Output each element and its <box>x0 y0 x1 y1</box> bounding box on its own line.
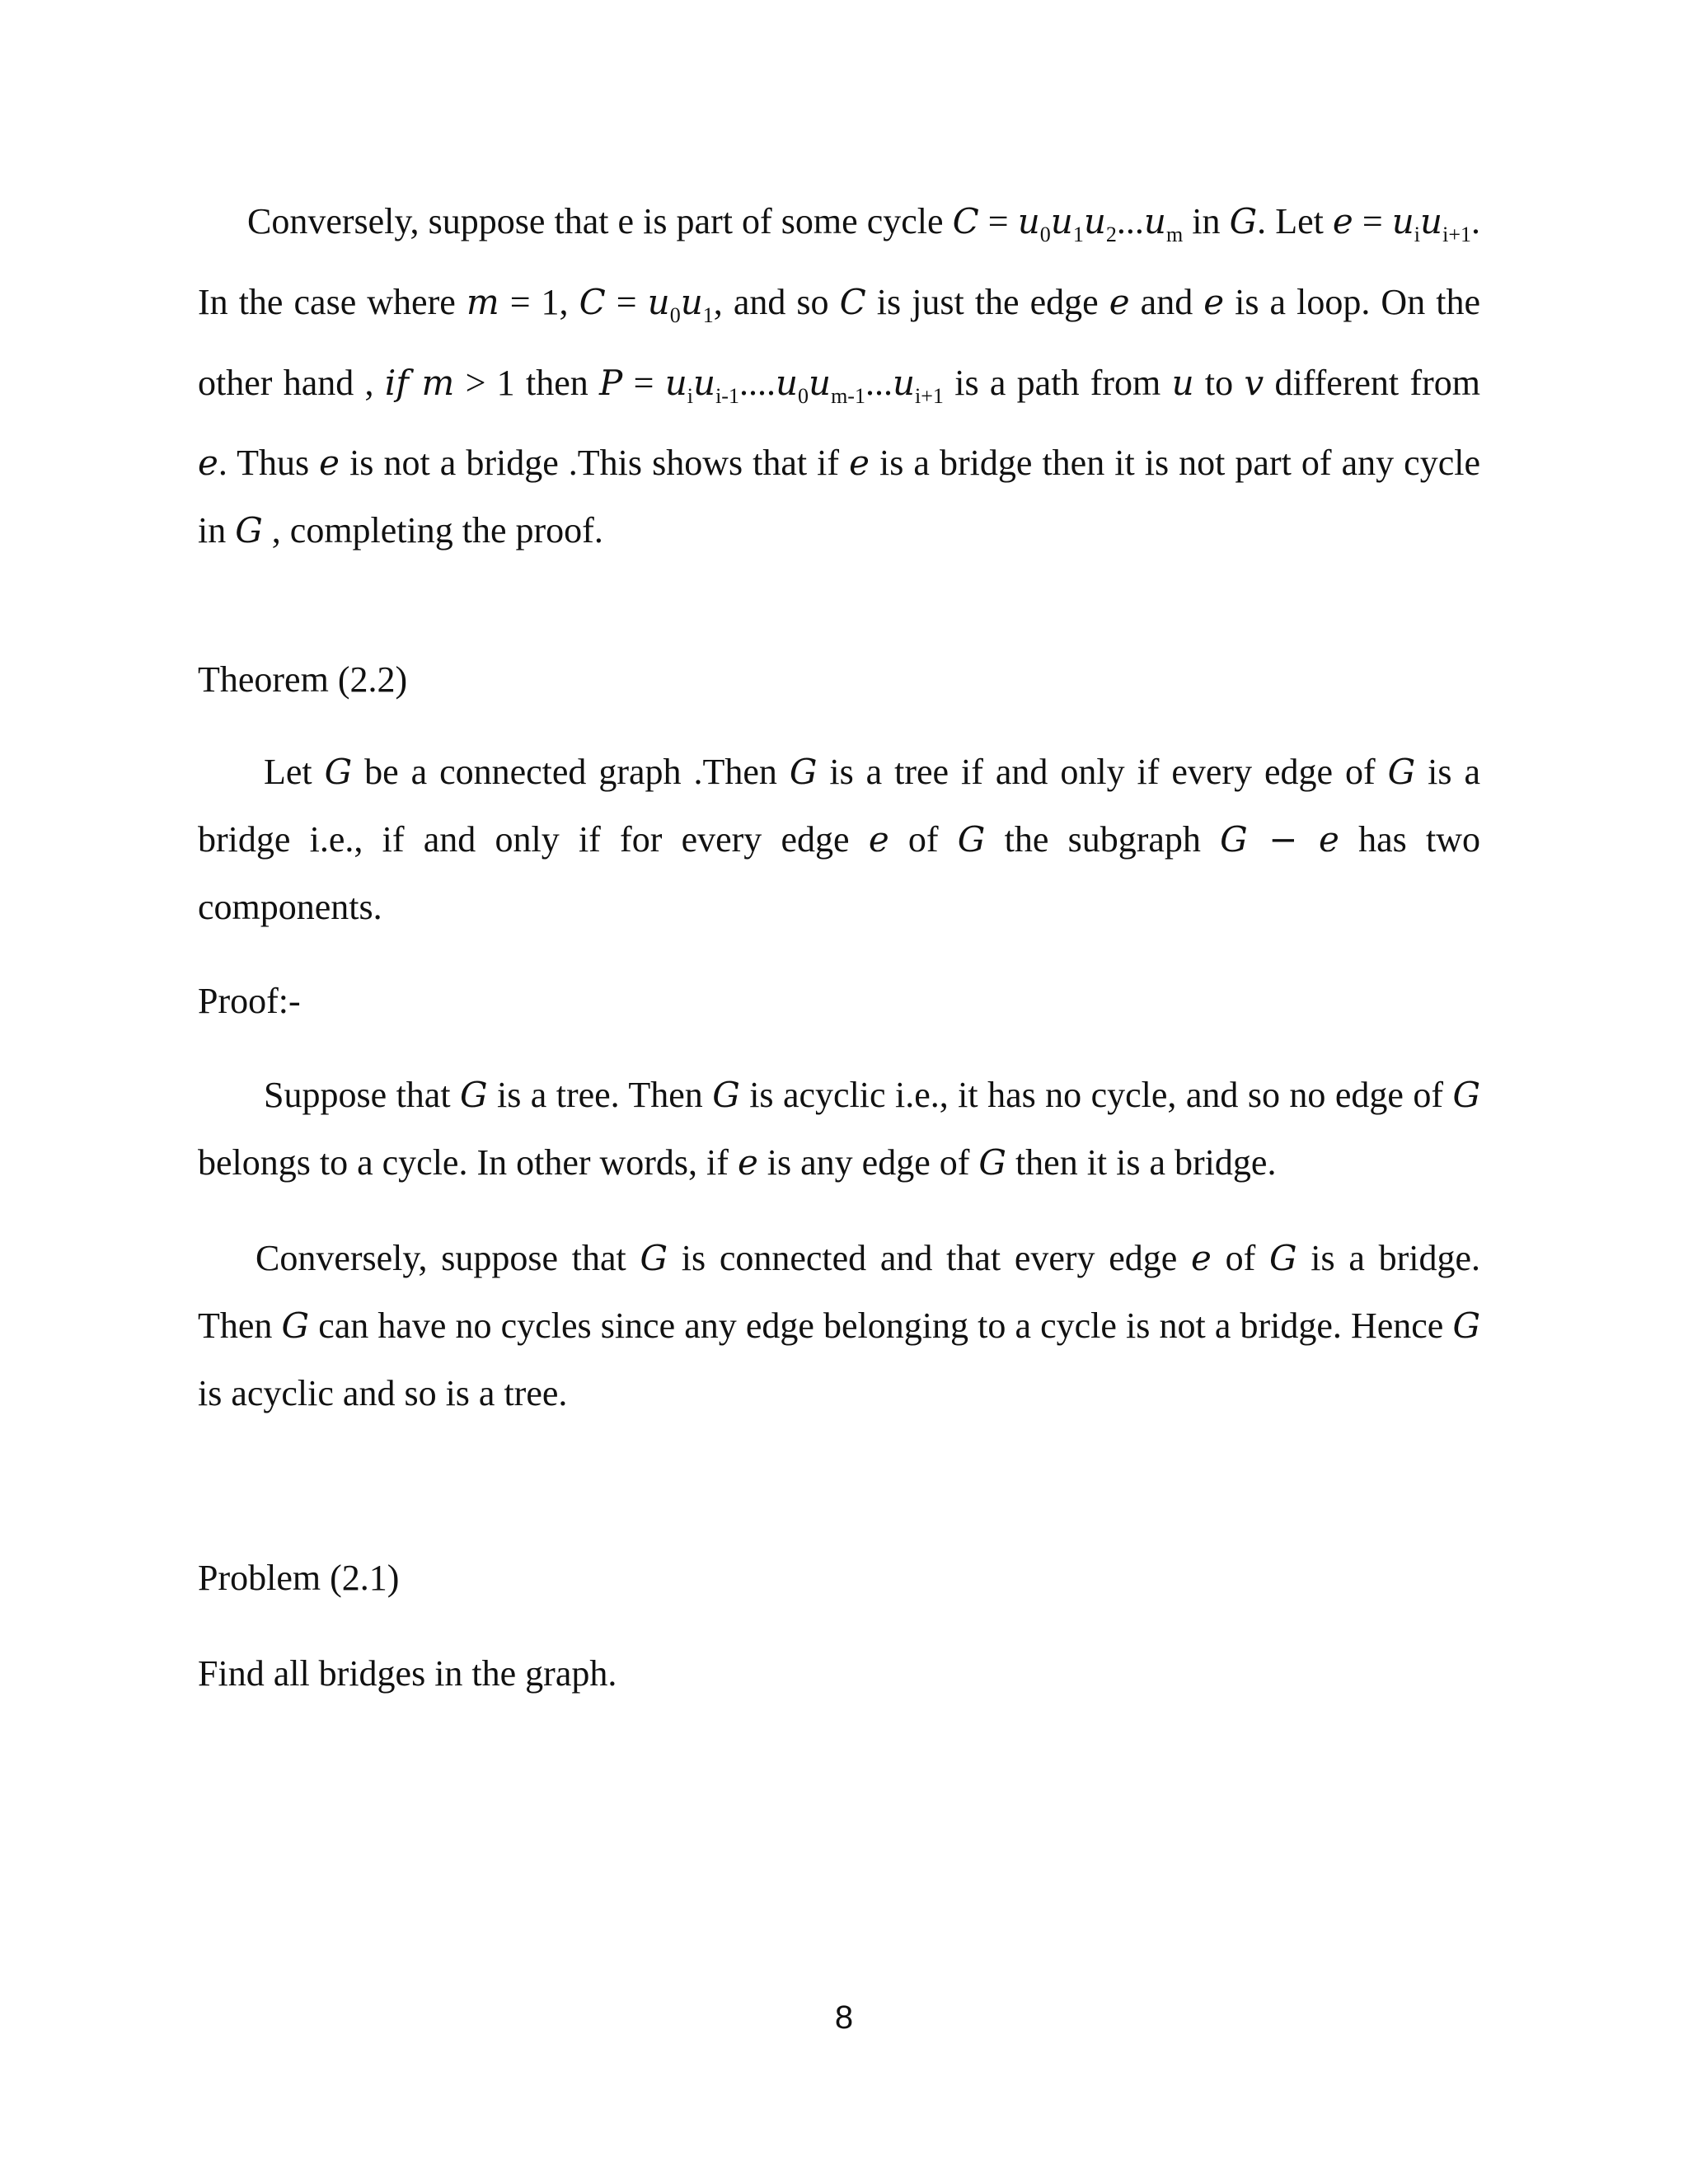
subscript: i <box>1414 222 1421 246</box>
text: is any edge of <box>757 1142 979 1183</box>
text: . Let <box>1257 201 1333 241</box>
math: e <box>1109 281 1130 322</box>
text: different from <box>1264 362 1480 403</box>
subscript: i+1 <box>1442 222 1471 246</box>
text: is a path from <box>943 362 1172 403</box>
text: is a bridge i.e., if and only if for every edge <box>198 752 1480 860</box>
text: = 1, <box>499 281 579 322</box>
math: G <box>1229 201 1258 241</box>
math: if m <box>384 362 455 403</box>
text: is just the edge <box>865 281 1109 322</box>
text: be a connected graph .Then <box>352 752 790 792</box>
text: the subgraph <box>985 819 1221 860</box>
text: = <box>605 281 648 322</box>
paragraph-theorem-statement <box>198 738 1480 941</box>
subscript: i+1 <box>915 383 944 408</box>
subscript: 1 <box>702 302 714 327</box>
text: is a bridge then it is not part of any cycle in <box>198 443 1480 551</box>
page-number: 8 <box>834 1999 854 2036</box>
problem-heading: Problem (2.1) <box>198 1558 400 1598</box>
math: u <box>1171 362 1194 403</box>
math: e <box>849 443 870 484</box>
paragraph-proof-continuation <box>198 188 1480 565</box>
text: belongs to a cycle. In other words, if <box>198 1142 738 1183</box>
subscript: 2 <box>1105 222 1117 246</box>
text: is acyclic i.e., it has no cycle, and so no edge of <box>739 1075 1453 1115</box>
subscript: 0 <box>1039 222 1051 246</box>
text: has two components. <box>198 819 1480 927</box>
math: C <box>839 281 866 322</box>
math: u <box>775 362 799 403</box>
math: C <box>952 201 979 241</box>
math: G <box>459 1075 488 1115</box>
math: u <box>1083 201 1106 241</box>
text: and <box>1129 281 1204 322</box>
math: G <box>978 1142 1006 1183</box>
math: G <box>957 819 986 860</box>
math: u <box>680 281 703 322</box>
math: P <box>599 362 623 403</box>
math: e <box>319 443 340 484</box>
text: then it is a bridge. <box>1006 1142 1277 1183</box>
math: u <box>1420 201 1443 241</box>
text: Conversely, suppose that e is part of some cycle <box>247 201 953 241</box>
text: . Thus <box>218 443 320 484</box>
math: u <box>647 281 670 322</box>
text: in <box>1183 201 1230 241</box>
text: > 1 then <box>454 362 600 403</box>
math: G <box>1268 1238 1297 1278</box>
math: u <box>1050 201 1073 241</box>
text: Suppose that <box>264 1075 460 1115</box>
paragraph-proof-part2 <box>198 1225 1480 1427</box>
text: is a tree. Then <box>487 1075 713 1115</box>
math: e <box>868 819 889 860</box>
math: e <box>737 1142 758 1183</box>
text: = <box>1353 201 1392 241</box>
text: of <box>889 819 958 860</box>
problem-text: Find all bridges in the graph. <box>198 1653 617 1694</box>
math: u <box>1017 201 1040 241</box>
proof-heading: Proof:- <box>198 981 301 1021</box>
text: ... <box>1116 201 1144 241</box>
subscript: i-1 <box>715 383 739 408</box>
text: is acyclic and so is a tree. <box>198 1373 568 1413</box>
math: G <box>712 1075 740 1115</box>
math: G <box>1452 1305 1481 1346</box>
subscript: 0 <box>798 383 809 408</box>
math: G <box>281 1305 310 1346</box>
text: is a loop. On the other hand , <box>198 281 1480 403</box>
text: Let <box>264 752 325 792</box>
math: e <box>1191 1238 1212 1278</box>
subscript: m <box>1165 222 1184 246</box>
math: e <box>198 443 218 484</box>
text: of <box>1211 1238 1269 1278</box>
text: is not a bridge .This shows that if <box>340 443 850 484</box>
math: u <box>809 362 832 403</box>
text: Conversely, suppose that <box>256 1238 640 1278</box>
subscript: i <box>687 383 693 408</box>
subscript: 0 <box>669 302 681 327</box>
math: m <box>466 281 499 322</box>
text: = <box>978 201 1018 241</box>
text: is a tree if and only if every edge of <box>817 752 1388 792</box>
math: u <box>1143 201 1166 241</box>
math: e <box>1332 201 1353 241</box>
math: v <box>1244 362 1264 403</box>
math: u <box>664 362 687 403</box>
math: u <box>892 362 916 403</box>
subscript: 1 <box>1072 222 1084 246</box>
text: , completing the proof. <box>262 510 603 551</box>
paragraph-proof-part1 <box>198 1062 1480 1197</box>
math: G <box>324 752 353 792</box>
text: .... <box>738 362 776 403</box>
text: . In the case where <box>198 201 1480 322</box>
text: to <box>1193 362 1245 403</box>
text: is a bridge. Then <box>198 1238 1480 1346</box>
math: G <box>1452 1075 1480 1115</box>
theorem-heading: Theorem (2.2) <box>198 659 408 700</box>
math: u <box>1391 201 1414 241</box>
math: u <box>693 362 716 403</box>
text: ... <box>865 362 893 403</box>
text: is connected and that every edge <box>668 1238 1192 1278</box>
text: = <box>622 362 665 403</box>
text: , and so <box>713 281 840 322</box>
math: G <box>789 752 818 792</box>
math: G <box>235 510 263 551</box>
math: e <box>1203 281 1225 322</box>
math: C <box>579 281 606 322</box>
math: G <box>1387 752 1416 792</box>
text: can have no cycles since any edge belonging to a cycle is not a bridge. Hence <box>309 1305 1453 1346</box>
math: G <box>640 1238 668 1278</box>
math: G − e <box>1220 819 1339 860</box>
subscript: m-1 <box>831 383 865 408</box>
